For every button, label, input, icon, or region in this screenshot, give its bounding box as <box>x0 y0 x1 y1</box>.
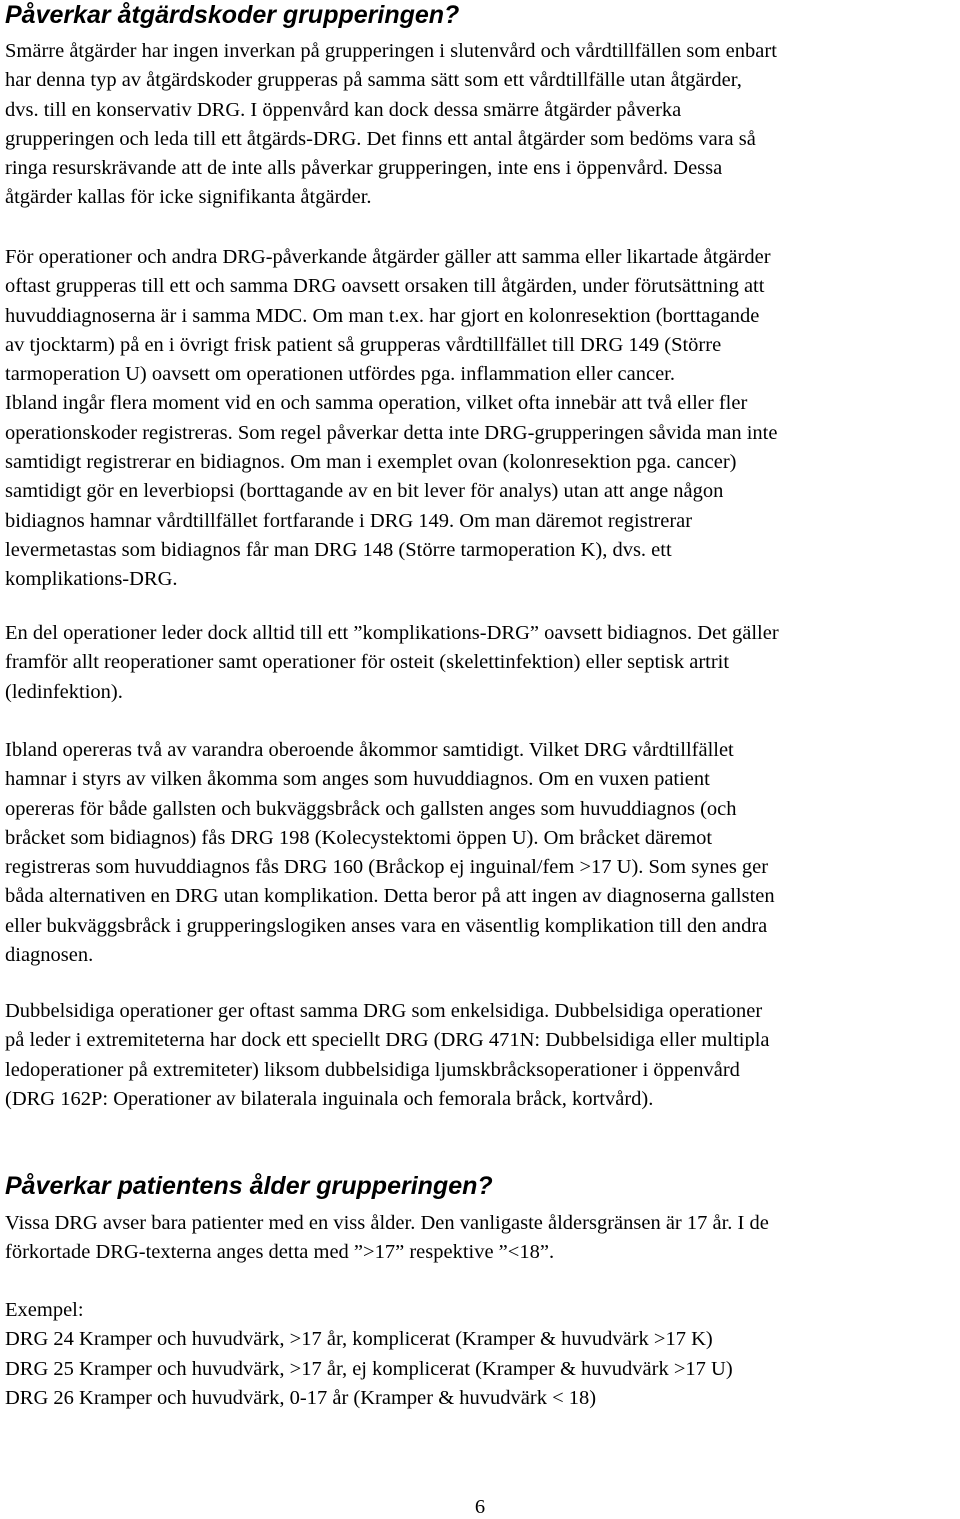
text-line: bidiagnos hamnar vårdtillfället fortfarande i DRG 149. Om man däremot registrerar <box>5 509 693 532</box>
text-line: samtidigt registrerar en bidiagnos. Om man i exemplet ovan (kolonresektion pga. cancer) <box>5 451 737 474</box>
text-line: på leder i extremiteterna har dock ett speciellt DRG (DRG 471N: Dubbelsidiga eller multipla <box>5 1029 770 1052</box>
paragraph <box>5 736 775 970</box>
text-line: diagnosen. <box>5 944 94 967</box>
text-line: ledoperationer på extremiteter) liksom dubbelsidiga ljumskbråcksoperationer i öppenvård <box>5 1058 740 1081</box>
text-line: komplikations-DRG. <box>5 568 178 591</box>
paragraph <box>5 1209 769 1268</box>
text-line: operationskoder registreras. Som regel påverkar detta inte DRG-grupperingen såvida man inte <box>5 421 778 444</box>
text-line: huvuddiagnoserna är i samma MDC. Om man t.ex. har gjort en kolonresektion (borttagande <box>5 304 760 327</box>
text-line: bråcket som bidiagnos) fås DRG 198 (Kolecystektomi öppen U). Om bråcket däremot <box>5 826 713 849</box>
text-line: ringa resurskrävande att de inte alls påverkar grupperingen, inte ens i öppenvård. Dessa <box>5 157 723 180</box>
paragraph <box>5 619 779 707</box>
page-number: 6 <box>474 1496 486 1518</box>
example-line: DRG 26 Kramper och huvudvärk, 0-17 år (Kramper & huvudvärk < 18) <box>5 1386 597 1409</box>
text-line: åtgärder kallas för icke signifikanta åtgärder. <box>5 186 372 209</box>
example-line: DRG 24 Kramper och huvudvärk, >17 år, komplicerat (Kramper & huvudvärk >17 K) <box>5 1328 713 1351</box>
text-line: eller bukväggsbråck i grupperingslogiken anses vara en väsentlig komplikation till den andra <box>5 914 768 937</box>
text-line: dvs. till en konservativ DRG. I öppenvård kan dock dessa smärre åtgärder påverka <box>5 98 682 121</box>
text-line: Ibland ingår flera moment vid en och samma operation, vilket ofta innebär att två eller fler <box>5 392 748 415</box>
text-line: (DRG 162P: Operationer av bilaterala inguinala och femorala bråck, kortvård). <box>5 1087 654 1110</box>
text-line: levermetastas som bidiagnos får man DRG 148 (Större tarmoperation K), dvs. ett <box>5 538 672 561</box>
example-line: DRG 25 Kramper och huvudvärk, >17 år, ej komplicerat (Kramper & huvudvärk >17 U) <box>5 1357 733 1380</box>
text-line: oftast grupperas till ett och samma DRG oavsett orsaken till åtgärden, under förutsättning att <box>5 275 765 298</box>
text-line: båda alternativen en DRG utan komplikation. Detta beror på att ingen av diagnoserna gallsten <box>5 885 775 908</box>
text-line: har denna typ av åtgärdskoder grupperas på samma sätt som ett vårdtillfälle utan åtgärder, <box>5 69 742 92</box>
text-line: Vissa DRG avser bara patienter med en viss ålder. Den vanligaste åldersgränsen är 17 år. I de <box>5 1212 769 1234</box>
text-line: registreras som huvuddiagnos fås DRG 160 (Bråckop ej inguinal/fem >17 U). Som synes ger <box>5 856 769 879</box>
text-line: (ledinfektion). <box>5 680 123 703</box>
text-line: grupperingen och leda till ett åtgärds-DRG. Det finns ett antal åtgärder som bedöms vara så <box>5 127 756 150</box>
section-heading-atgardskoder: Påverkar åtgärdskoder grupperingen? <box>5 1 460 29</box>
text-line: förkortade DRG-texterna anges detta med ”>17” respektive ”<18”. <box>5 1241 555 1264</box>
paragraph <box>5 243 777 595</box>
text-line: För operationer och andra DRG-påverkande åtgärder gäller att samma eller likartade åtgärder <box>5 246 771 268</box>
text-line: Dubbelsidiga operationer ger oftast samma DRG som enkelsidiga. Dubbelsidiga operationer <box>5 1000 763 1022</box>
text-line: En del operationer leder dock alltid till ett ”komplikations-DRG” oavsett bidiagnos. Det gäller <box>5 622 779 644</box>
example-block <box>5 1296 733 1413</box>
text-line: samtidigt gör en leverbiopsi (borttagande av en bit lever för analys) utan att ange någon <box>5 480 724 503</box>
text-line: Smärre åtgärder har ingen inverkan på grupperingen i slutenvård och vårdtillfällen som enbart <box>5 40 777 62</box>
text-line: Ibland opereras två av varandra oberoende åkommor samtidigt. Vilket DRG vårdtillfället <box>5 739 734 761</box>
text-line: opereras för både gallsten och bukväggsbråck och gallsten anges som huvuddiagnos (och <box>5 797 737 820</box>
example-label: Exempel: <box>5 1299 84 1321</box>
section-heading-alder: Påverkar patientens ålder grupperingen? <box>5 1172 493 1200</box>
paragraph <box>5 997 770 1114</box>
paragraph <box>5 37 777 213</box>
text-line: framför allt reoperationer samt operationer för osteit (skelettinfektion) eller septisk artrit <box>5 651 730 674</box>
text-line: av tjocktarm) på en i övrigt frisk patient så grupperas vårdtillfället till DRG 149 (Större <box>5 333 722 356</box>
text-line: tarmoperation U) oavsett om operationen utfördes pga. inflammation eller cancer. <box>5 363 675 386</box>
text-line: hamnar i styrs av vilken åkomma som anges som huvuddiagnos. Om en vuxen patient <box>5 768 710 791</box>
